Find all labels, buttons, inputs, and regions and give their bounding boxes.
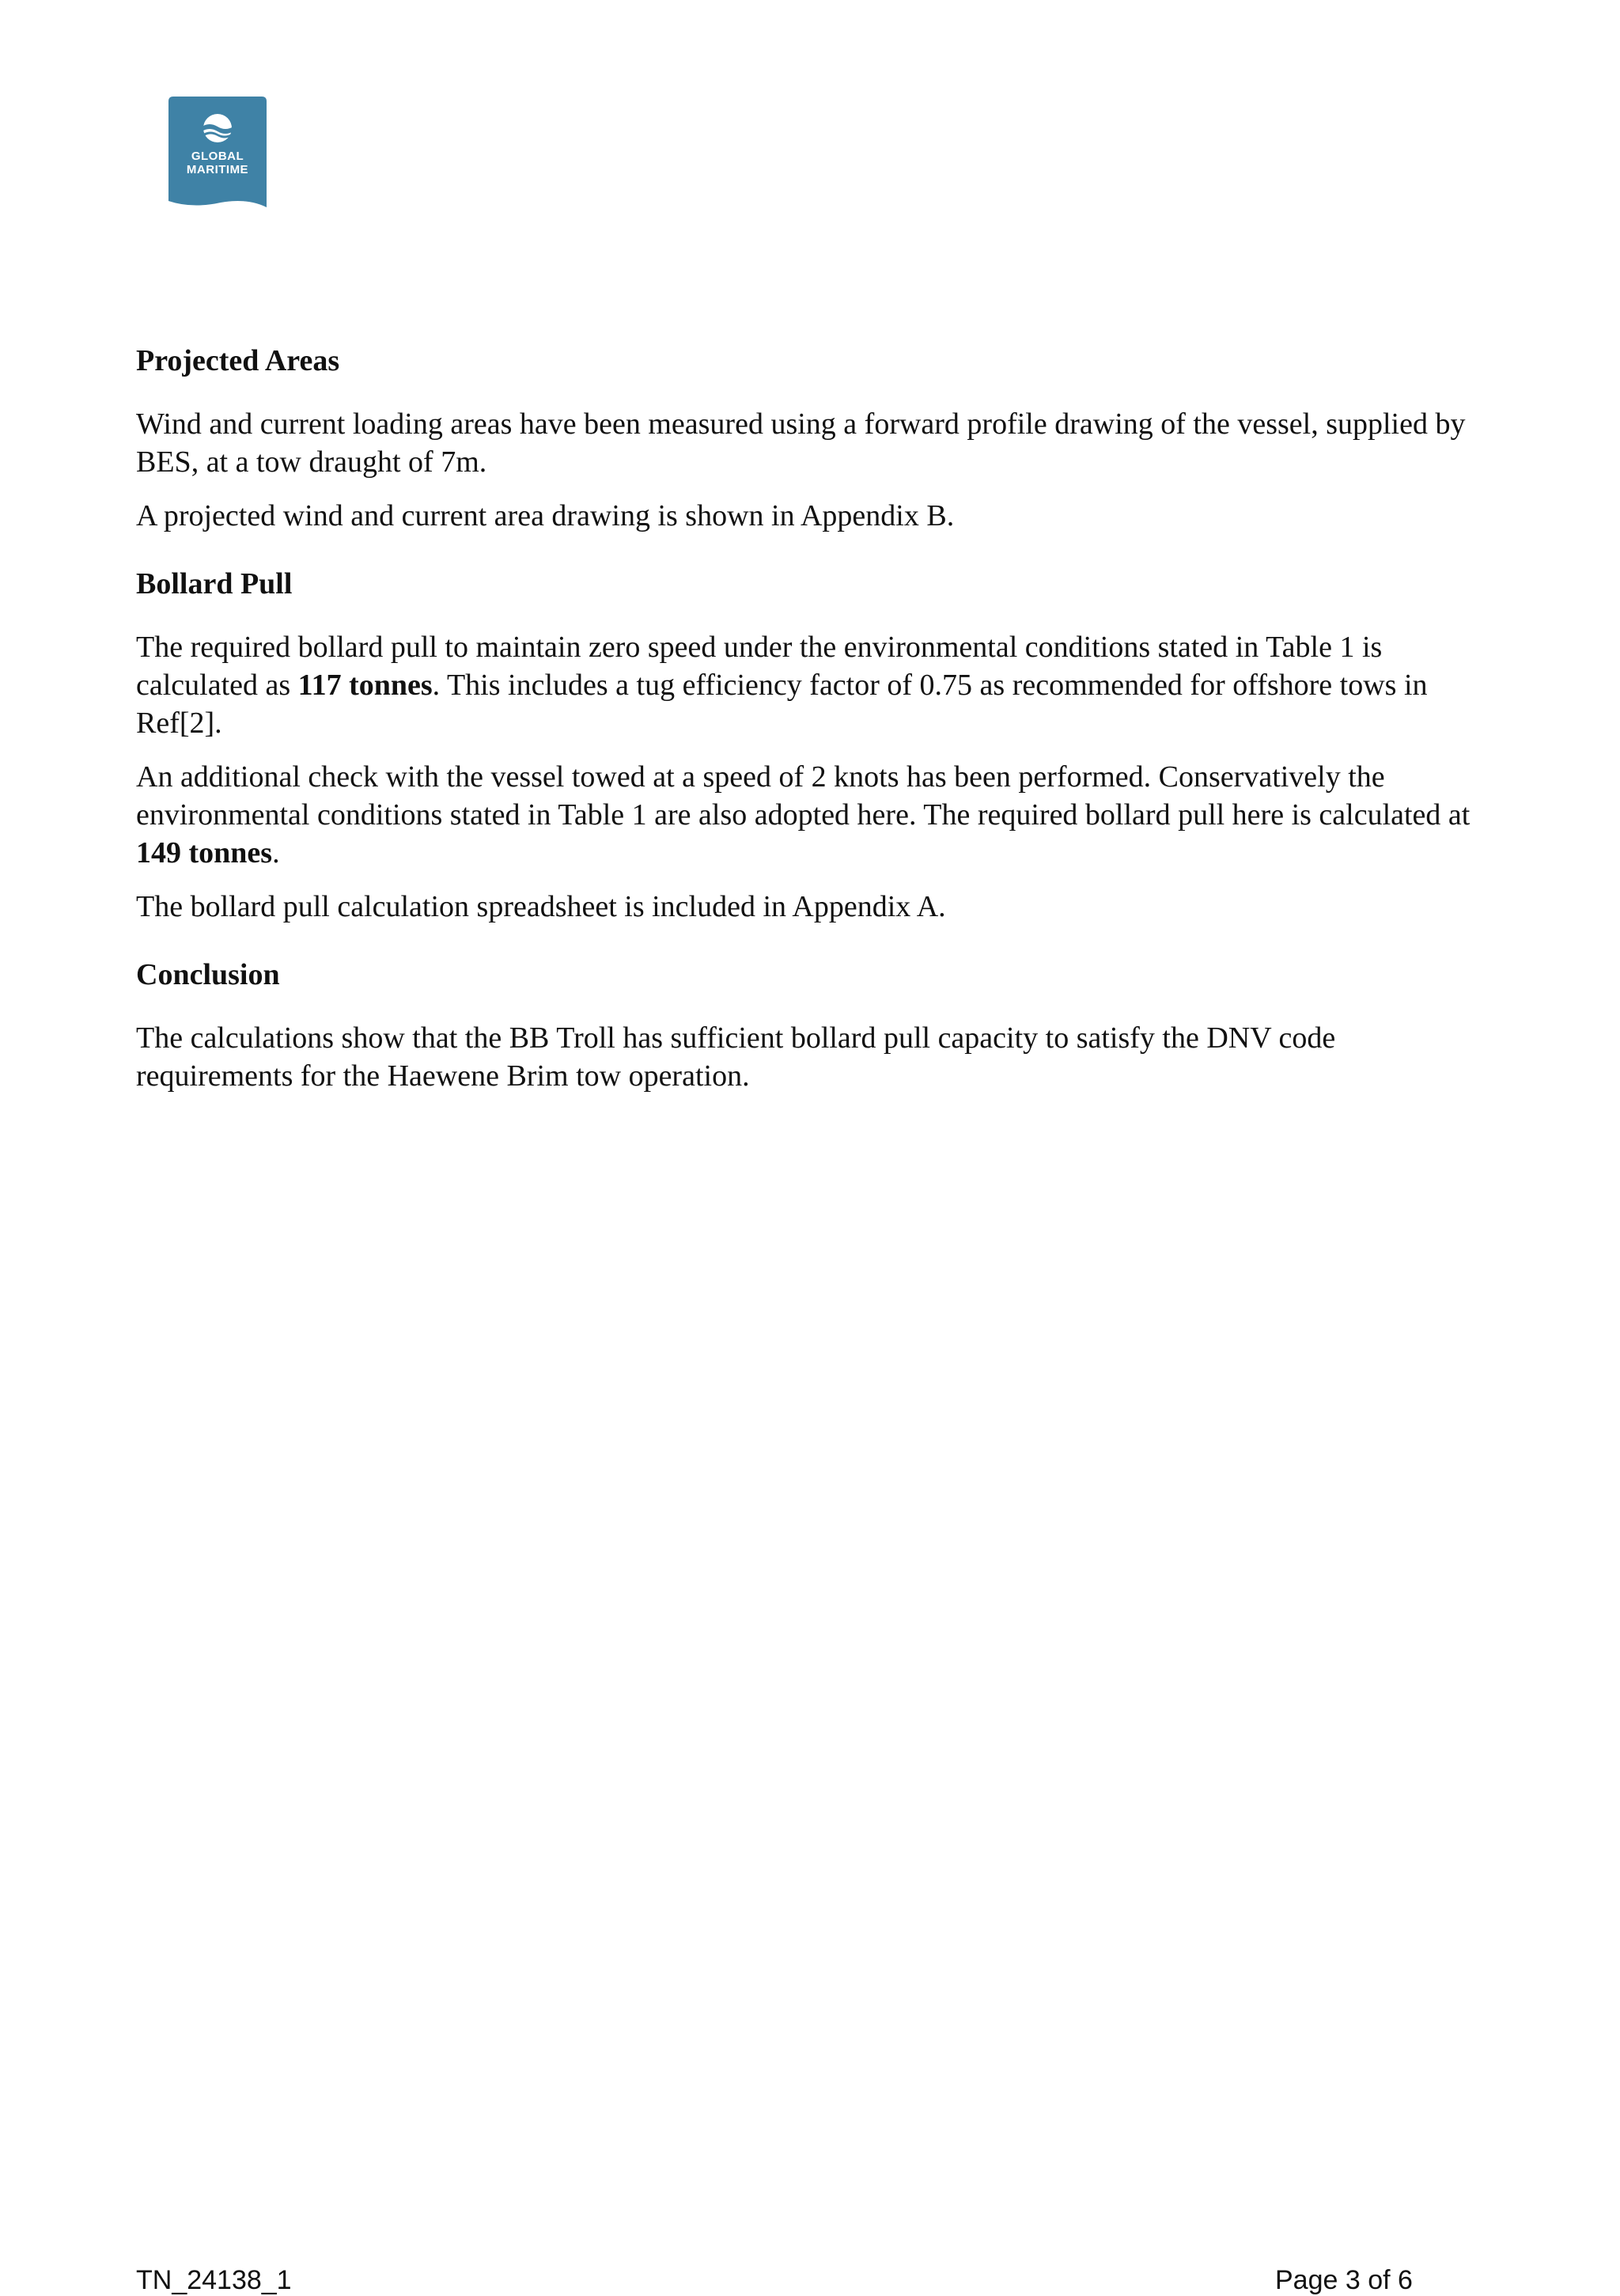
global-maritime-logo xyxy=(168,97,267,214)
bold-value: 149 tonnes xyxy=(136,836,273,870)
paragraph xyxy=(136,758,1497,872)
paragraph xyxy=(136,628,1497,742)
bold-value: 117 tonnes xyxy=(297,669,433,702)
logo-text-line1: GLOBAL xyxy=(191,150,244,163)
text-run: . xyxy=(272,836,280,870)
section-heading: Projected Areas xyxy=(136,344,340,377)
section-heading: Conclusion xyxy=(136,958,280,991)
paragraph: The bollard pull calculation spreadsheet is included in Appendix A. xyxy=(136,890,946,923)
text-run: . This includes a tug efficiency factor of 0.75 as recommended for offshore tows in Ref[2]. xyxy=(136,669,1428,740)
paragraph: Wind and current loading areas have been measured using a forward profile drawing of the vessel, supplied by BES, at a tow draught of 7m. xyxy=(136,407,1466,479)
section-heading: Bollard Pull xyxy=(136,567,293,601)
section-conclusion xyxy=(136,956,1497,1095)
footer-doc-id: TN_24138_1 xyxy=(136,2265,292,2295)
logo-text-line2: MARITIME xyxy=(186,163,249,176)
paragraph: The calculations show that the BB Troll has sufficient bollard pull capacity to satisfy the DNV code requirements for the Haewene Brim tow operation. xyxy=(136,1021,1336,1093)
text-run: An additional check with the vessel towed at a speed of 2 knots has been performed. Conservatively the environmental conditions stated in Table 1 are also adopted here. The required bollard pull here is calculated at xyxy=(136,760,1470,832)
document-body xyxy=(136,342,1497,1111)
footer-page-number: Page 3 of 6 xyxy=(1275,2265,1413,2295)
text-run: The required bollard pull to maintain zero speed under the environmental conditions stated in Table 1 is calculated as xyxy=(136,631,1383,702)
paragraph: A projected wind and current area drawing is shown in Appendix B. xyxy=(136,499,955,532)
section-bollard-pull xyxy=(136,565,1497,926)
section-projected-areas xyxy=(136,342,1497,535)
